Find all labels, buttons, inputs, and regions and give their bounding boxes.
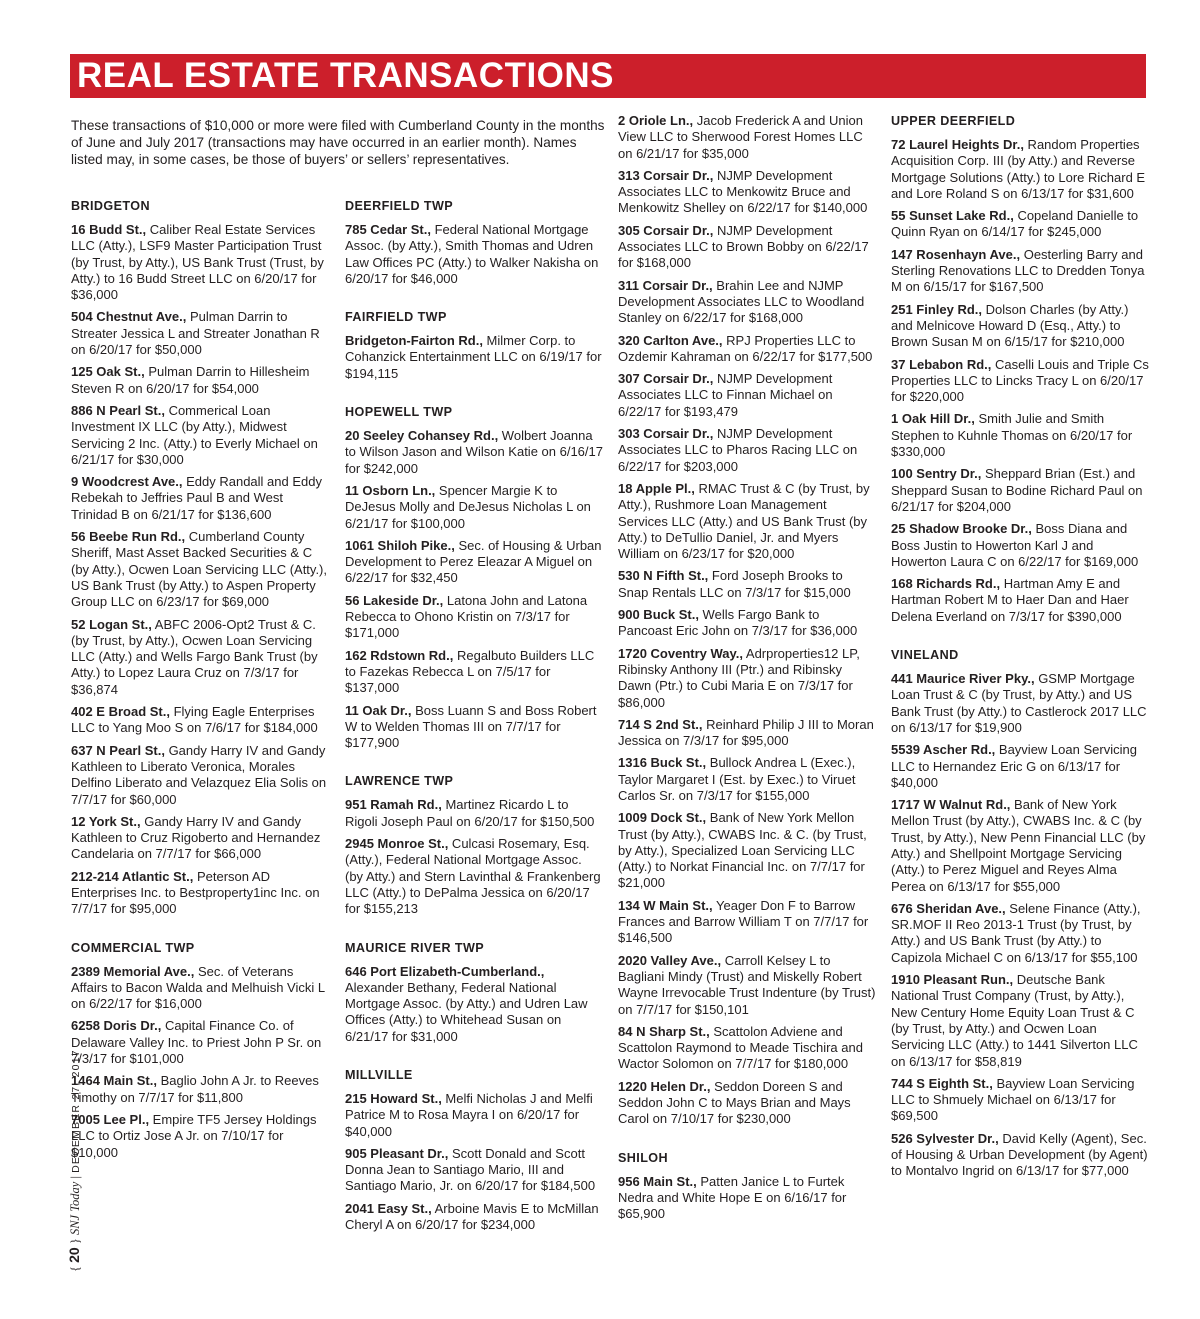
property-address: 744 S Eighth St.,	[891, 1075, 993, 1091]
property-address: 1464 Main St.,	[71, 1073, 157, 1089]
transaction-details: Arboine Mavis E to McMillan Cheryl A on 6/20/17 for $234,000	[345, 1200, 599, 1233]
page-footer: { 20 } SNJ Today | DECEMBER 27, 2017	[66, 1049, 82, 1272]
transaction-entry	[345, 648, 603, 697]
section	[618, 113, 876, 1128]
transaction-details: Yeager Don F to Barrow Frances and Barrow William T on 7/7/17 for $146,500	[618, 897, 869, 946]
publication-name: SNJ Today	[68, 1181, 82, 1236]
transaction-entry	[345, 1091, 603, 1140]
transaction-entry	[71, 222, 329, 303]
property-address: 2389 Memorial Ave.,	[71, 963, 195, 979]
property-address: 402 E Broad St.,	[71, 704, 170, 720]
transaction-details: Copeland Danielle to Quinn Ryan on 6/14/17 for $245,000	[891, 208, 1139, 240]
transaction-details: Seddon Doreen S and Seddon John C to Mays Brian and Mays Carol on 7/10/17 for $230,000	[618, 1078, 851, 1127]
property-address: 6258 Doris Dr.,	[71, 1018, 162, 1034]
property-address: 1009 Dock St.,	[618, 810, 707, 826]
property-address: 5539 Ascher Rd.,	[891, 742, 996, 758]
transaction-entry	[618, 568, 876, 601]
transaction-details: Caliber Real Estate Services LLC (Atty.), LSF9 Master Participation Trust (by Trust, by Atty.), US Bank Trust (Trust, by Atty.) to 16 Budd Street LLC on 6/20/17 for $36,000	[71, 222, 324, 303]
transaction-entry	[891, 137, 1149, 202]
property-address: 303 Corsair Dr.,	[618, 426, 714, 442]
transaction-entry	[345, 836, 603, 917]
property-address: 1061 Shiloh Pike.,	[345, 537, 455, 553]
column-2	[345, 198, 603, 1239]
footer-separator: |	[68, 1176, 82, 1179]
transaction-entry	[618, 223, 876, 272]
transaction-entry	[345, 703, 603, 752]
title-banner	[70, 54, 1146, 98]
page-title: REAL ESTATE TRANSACTIONS	[77, 56, 615, 95]
transaction-details: Hartman Amy E and Hartman Robert M to Haer Dan and Haer Delena Everland on 7/3/17 for $390,000	[891, 576, 1129, 624]
transaction-details: Milmer Corp. to Cohanzick Entertainment LLC on 6/19/17 for $194,115	[345, 333, 602, 381]
property-address: Bridgeton-Fairton Rd.,	[345, 333, 483, 349]
transaction-entry	[891, 247, 1149, 296]
property-address: 25 Shadow Brooke Dr.,	[891, 521, 1032, 537]
transaction-details: Empire TF5 Jersey Holdings LLC to Ortiz Jose A Jr. on 7/10/17 for $10,000	[71, 1111, 317, 1160]
property-address: 530 N Fifth St.,	[618, 568, 709, 584]
property-address: 785 Cedar St.,	[345, 222, 431, 237]
transaction-entry	[71, 403, 329, 468]
property-address: 56 Beebe Run Rd.,	[71, 529, 186, 545]
transaction-entry	[345, 333, 603, 382]
section-heading: COMMERCIAL TWP	[71, 940, 195, 955]
transaction-entry	[345, 1201, 603, 1234]
transaction-details: GSMP Mortgage Loan Trust & C (by Trust, by Atty.) and US Bank Trust (by Atty.) to Castlerock 2017 LLC on 6/13/17 for $19,900	[891, 671, 1147, 735]
transaction-entry	[345, 483, 603, 532]
transaction-details: Bayview Loan Servicing LLC to Shmuely Michael on 6/13/17 for $69,500	[891, 1075, 1135, 1124]
transaction-details: Dolson Charles (by Atty.) and Melnicove Howard D (Esq., Atty.) to Brown Susan M on 6/15/17 for $210,000	[891, 301, 1129, 350]
property-address: 676 Sheridan Ave.,	[891, 900, 1006, 916]
section-heading: MAURICE RIVER TWP	[345, 940, 485, 955]
property-address: 905 Pleasant Dr.,	[345, 1145, 449, 1161]
transaction-entry	[71, 814, 329, 863]
transaction-details: Pulman Darrin to Streater Jessica L and Streater Jonathan R on 6/20/17 for $50,000	[71, 309, 320, 358]
transaction-details: NJMP Development Associates LLC to Pharos Racing LLC on 6/22/17 for $203,000	[618, 426, 858, 474]
property-address: 18 Apple Pl.,	[618, 480, 695, 496]
transaction-details: Selene Finance (Atty.), SR.MOF II Reo 2013-1 Trust (by Trust, by Atty.) and US Bank Trust (by Atty.) to Capizola Michael C on 6/13/17 for $55,100	[891, 900, 1141, 965]
property-address: 11 Oak Dr.,	[345, 702, 412, 718]
property-address: 2041 Easy St.,	[345, 1200, 432, 1216]
section	[71, 198, 329, 918]
property-address: 714 S 2nd St.,	[618, 716, 703, 732]
transaction-entry	[71, 617, 329, 698]
transaction-entry	[71, 529, 329, 610]
property-address: 7005 Lee Pl.,	[71, 1111, 150, 1127]
transaction-entry	[891, 742, 1149, 791]
transaction-entry	[891, 302, 1149, 351]
transaction-details: Deutsche Bank National Trust Company (Trust, by Atty.), New Century Home Equity Loan Trust & C (by Trust, by Atty.) and Ocwen Loan Servicing LLC (Atty.) to 1441 Silverton LLC on 6/13/17 for $58,819	[891, 972, 1138, 1069]
transaction-entry	[345, 428, 603, 477]
property-address: 20 Seeley Cohansey Rd.,	[345, 428, 499, 444]
transaction-details: Sheppard Brian (Est.) and Sheppard Susan to Bodine Richard Paul on 6/21/17 for $204,000	[891, 466, 1143, 514]
transaction-details: Reinhard Philip J III to Moran Jessica on 7/3/17 for $95,000	[618, 716, 874, 749]
property-address: 504 Chestnut Ave.,	[71, 309, 187, 325]
property-address: 2020 Valley Ave.,	[618, 952, 722, 968]
transaction-details: Regalbuto Builders LLC to Fazekas Rebecca L on 7/5/17 for $137,000	[345, 647, 595, 696]
transaction-entry	[618, 113, 876, 162]
property-address: 100 Sentry Dr.,	[891, 466, 982, 482]
transaction-entry	[891, 1131, 1149, 1180]
transaction-entry	[618, 717, 876, 750]
transaction-entry	[618, 168, 876, 217]
section	[345, 1067, 603, 1233]
transaction-entry	[618, 607, 876, 640]
property-address: 1 Oak Hill Dr.,	[891, 411, 975, 427]
transaction-details: Wolbert Joanna to Wilson Jason and Wilson Katie on 6/16/17 for $242,000	[345, 428, 603, 476]
section-heading: LAWRENCE TWP	[345, 774, 454, 789]
property-address: 212-214 Atlantic St.,	[71, 868, 194, 884]
property-address: 168 Richards Rd.,	[891, 576, 1001, 592]
property-address: 311 Corsair Dr.,	[618, 277, 713, 293]
transaction-details: Spencer Margie K to DeJesus Molly and DeJesus Nicholas L on 6/21/17 for $100,000	[345, 482, 591, 531]
transaction-details: RMAC Trust & C (by Trust, by Atty.), Rushmore Loan Management Services LLC (Atty.) and US Bank Trust (by Atty.) to DeTullio Daniel, Jr. and Myers William on 6/23/17 for $20,000	[618, 480, 870, 562]
property-address: 307 Corsair Dr.,	[618, 371, 714, 387]
transaction-details: Patten Janice L to Furtek Nedra and White Hope E on 6/16/17 for $65,900	[618, 1173, 847, 1222]
transaction-entry	[71, 309, 329, 358]
transaction-entry	[71, 743, 329, 808]
property-address: 16 Budd St.,	[71, 222, 147, 237]
transaction-details: Ford Joseph Brooks to Snap Rentals LLC on 7/3/17 for $15,000	[618, 568, 851, 600]
property-address: 134 W Main St.,	[618, 897, 713, 913]
transaction-entry	[891, 576, 1149, 625]
transaction-details: Wells Fargo Bank to Pancoast Eric John on 7/3/17 for $36,000	[618, 607, 858, 639]
transaction-entry	[891, 797, 1149, 895]
transaction-details: Boss Luann S and Boss Robert W to Welden Thomas III on 7/7/17 for $177,900	[345, 702, 597, 751]
transaction-entry	[618, 1024, 876, 1073]
transaction-details: Sec. of Veterans Affairs to Bacon Walda and Melhuish Vicki L on 6/22/17 for $16,000	[71, 963, 325, 1012]
transaction-entry	[71, 474, 329, 523]
transaction-details: Smith Julie and Smith Stephen to Kuhnle Thomas on 6/20/17 for $330,000	[891, 411, 1133, 460]
transaction-entry	[891, 521, 1149, 570]
transaction-entry	[345, 1146, 603, 1195]
property-address: 1720 Coventry Way.,	[618, 645, 743, 661]
transaction-details: Baglio John A Jr. to Reeves Timothy on 7/7/17 for $11,800	[71, 1073, 319, 1105]
transaction-entry	[618, 755, 876, 804]
property-address: 37 Lebabon Rd.,	[891, 356, 992, 372]
property-address: 215 Howard St.,	[345, 1090, 442, 1106]
property-address: 637 N Pearl St.,	[71, 742, 165, 758]
transaction-entry	[71, 704, 329, 737]
section-heading: FAIRFIELD TWP	[345, 310, 447, 325]
transaction-details: Alexander Bethany, Federal National Mortgage Assoc. (by Atty.) and Udren Law Offices (Atty.) to Whitehead Susan on 6/21/17 for $31,000	[345, 979, 588, 1044]
transaction-entry	[891, 411, 1149, 460]
transaction-details: Random Properties Acquisition Corp. III (by Atty.) and Reverse Mortgage Solutions (Atty.) to Lore Richard E and Lore Roland S on 6/13/17 for $31,600	[891, 137, 1146, 201]
property-address: 147 Rosenhayn Ave.,	[891, 246, 1021, 262]
transaction-entry	[618, 1079, 876, 1128]
column-4	[891, 113, 1149, 1186]
transaction-details: Carroll Kelsey L to Bagliani Mindy (Trust) and Miskelly Robert Wayne Irrevocable Trust Indenture (by Trust) on 7/7/17 for $150,101	[618, 952, 876, 1017]
transaction-entry	[618, 278, 876, 327]
transaction-entry	[891, 208, 1149, 241]
transaction-entry	[71, 869, 329, 918]
property-address: 2945 Monroe St.,	[345, 836, 449, 852]
transaction-entry	[71, 1018, 329, 1067]
transaction-details: Adrproperties12 LP, Ribinsky Anthony III (Ptr.) and Ribinsky Dawn (Ptr.) to Cubi Maria E on 7/3/17 for $86,000	[618, 645, 860, 710]
transaction-details: Scattolon Adviene and Scattolon Raymond to Meade Tischira and Wactor Solomon on 7/7/17 for $180,000	[618, 1023, 863, 1072]
property-address: 886 N Pearl St.,	[71, 402, 165, 418]
transaction-details: Latona John and Latona Rebecca to Ohono Kristin on 7/3/17 for $171,000	[345, 592, 588, 641]
transaction-entry	[891, 972, 1149, 1070]
transaction-entry	[345, 222, 603, 287]
property-address: 125 Oak St.,	[71, 364, 145, 380]
intro-paragraph: These transactions of $10,000 or more were filed with Cumberland County in the months of June and July 2017 (transactions may have occurred in an earlier month). Names listed may, in some cases, be those of buyers’ or sellers’ representatives.	[71, 118, 605, 167]
transaction-details: David Kelly (Agent), Sec. of Housing & Urban Development (by Agent) to Montalvo Ingrid on 6/13/17 for $77,000	[891, 1130, 1148, 1179]
section-heading: HOPEWELL TWP	[345, 405, 453, 420]
transaction-details: Peterson AD Enterprises Inc. to Bestproperty1inc Inc. on 7/7/17 for $95,000	[71, 868, 320, 917]
transaction-details: Bullock Andrea L (Exec.), Taylor Margaret I (Est. by Exec.) to Viruet Carlos Sr. on 7/3/17 for $155,000	[618, 755, 856, 803]
transaction-entry	[71, 1112, 329, 1161]
property-address: 1717 W Walnut Rd.,	[891, 797, 1011, 813]
property-address: 526 Sylvester Dr.,	[891, 1130, 999, 1146]
property-address: 646 Port Elizabeth-Cumberland.,	[345, 963, 545, 979]
property-address: 2 Oriole Ln.,	[618, 113, 694, 128]
section	[345, 404, 603, 751]
transaction-entry	[618, 426, 876, 475]
transaction-details: Commerical Loan Investment IX LLC (by Atty.), Midwest Servicing 2 Inc. (Atty.) to Everly Michael on 6/21/17 for $30,000	[71, 402, 318, 467]
section-heading: DEERFIELD TWP	[345, 199, 454, 213]
transaction-entry	[618, 481, 876, 562]
property-address: 52 Logan St.,	[71, 616, 152, 632]
section	[71, 940, 329, 1161]
transaction-entry	[891, 671, 1149, 736]
property-address: 313 Corsair Dr.,	[618, 167, 714, 183]
transaction-details: Gandy Harry IV and Gandy Kathleen to Liberato Veronica, Morales Delfino Liberato and Velazquez Elia Solis on 7/7/17 for $60,000	[71, 742, 327, 807]
transaction-entry	[345, 797, 603, 830]
transaction-entry	[618, 810, 876, 891]
section	[618, 1150, 876, 1223]
section-heading: SHILOH	[618, 1150, 668, 1165]
transaction-details: NJMP Development Associates LLC to Brown Bobby on 6/22/17 for $168,000	[618, 222, 869, 271]
transaction-details: Sec. of Housing & Urban Development to Perez Eleazar A Miguel on 6/22/17 for $32,450	[345, 537, 602, 586]
page-number: 20	[66, 1247, 82, 1263]
property-address: 956 Main St.,	[618, 1173, 697, 1189]
property-address: 1910 Pleasant Run.,	[891, 972, 1014, 988]
transaction-entry	[71, 364, 329, 397]
issue-date: DECEMBER 27, 2017	[70, 1049, 82, 1173]
transaction-details: Gandy Harry IV and Gandy Kathleen to Cruz Rigoberto and Hernandez Candelaria on 7/7/17 for $66,000	[71, 813, 321, 862]
transaction-details: NJMP Development Associates LLC to Menkowitz Bruce and Menkowitz Shelley on 6/22/17 for $140,000	[618, 167, 868, 216]
property-address: 1316 Buck St.,	[618, 755, 707, 771]
property-address: 162 Rdstown Rd.,	[345, 647, 454, 663]
transaction-details: RPJ Properties LLC to Ozdemir Kahraman on 6/22/17 for $177,500	[618, 332, 873, 364]
section	[345, 773, 603, 917]
transaction-details: Bayview Loan Servicing LLC to Hernandez Eric G on 6/13/17 for $40,000	[891, 742, 1137, 790]
transaction-details: Flying Eagle Enterprises LLC to Yang Moo S on 7/6/17 for $184,000	[71, 704, 318, 736]
property-address: 1220 Helen Dr.,	[618, 1078, 711, 1094]
transaction-entry	[71, 964, 329, 1013]
section-heading: UPPER DEERFIELD	[891, 114, 1016, 128]
transaction-details: Martinez Ricardo L to Rigoli Joseph Paul on 6/20/17 for $150,500	[345, 797, 595, 829]
transaction-details: Eddy Randall and Eddy Rebekah to Jeffries Paul B and West Trinidad B on 6/21/17 for $136,600	[71, 474, 322, 522]
transaction-details: Bank of New York Mellon Trust (by Atty.), CWABS Inc. & C. (by Trust, by Atty.), Specialized Loan Servicing LLC (Atty.) to Norkat Financial Inc. on 7/7/17 for $21,000	[618, 810, 867, 891]
property-address: 12 York St.,	[71, 813, 141, 829]
section	[891, 113, 1149, 625]
transaction-details: Capital Finance Co. of Delaware Valley Inc. to Priest John P Sr. on 7/3/17 for $101,000	[71, 1018, 322, 1067]
transaction-details: Scott Donald and Scott Donna Jean to Santiago Mario, III and Santiago Mario, Jr. on 6/20/17 for $184,500	[345, 1145, 596, 1194]
column-3	[618, 113, 876, 1229]
transaction-entry	[618, 333, 876, 366]
transaction-details: ABFC 2006-Opt2 Trust & C. (by Trust, by Atty.), Ocwen Loan Servicing LLC (Atty.) and Wells Fargo Bank Trust (by Atty.) to Lopez Laura Cruz on 7/3/17 for $36,874	[71, 616, 318, 697]
transaction-details: Federal National Mortgage Assoc. (by Atty.), Smith Thomas and Udren Law Offices PC (Atty.) to Walker Nakisha on 6/20/17 for $46,000	[345, 222, 599, 286]
transaction-details: Pulman Darrin to Hillesheim Steven R on 6/20/17 for $54,000	[71, 364, 310, 396]
property-address: 84 N Sharp St.,	[618, 1023, 710, 1039]
transaction-entry	[891, 1076, 1149, 1125]
transaction-entry	[345, 593, 603, 642]
transaction-details: Jacob Frederick A and Union View LLC to Sherwood Forest Homes LLC on 6/21/17 for $35,000	[618, 113, 863, 161]
transaction-details: NJMP Development Associates LLC to Finnan Michael on 6/22/17 for $193,479	[618, 371, 833, 419]
property-address: 900 Buck St.,	[618, 607, 699, 623]
property-address: 72 Laurel Heights Dr.,	[891, 137, 1024, 152]
transaction-entry	[891, 901, 1149, 966]
transaction-entry	[618, 953, 876, 1018]
property-address: 11 Osborn Ln.,	[345, 482, 436, 498]
property-address: 951 Ramah Rd.,	[345, 797, 442, 813]
transaction-details: Brahin Lee and NJMP Development Associates LLC to Woodland Stanley on 6/22/17 for $168,000	[618, 277, 865, 326]
property-address: 9 Woodcrest Ave.,	[71, 474, 183, 490]
property-address: 251 Finley Rd.,	[891, 301, 983, 317]
transaction-entry	[71, 1073, 329, 1106]
transaction-details: Caselli Louis and Triple Cs Properties LLC to Lincks Tracy L on 6/20/17 for $220,000	[891, 356, 1149, 405]
transaction-entry	[618, 646, 876, 711]
property-address: 55 Sunset Lake Rd.,	[891, 208, 1014, 224]
section	[891, 647, 1149, 1180]
property-address: 320 Carlton Ave.,	[618, 332, 723, 348]
section-heading: VINELAND	[891, 648, 959, 663]
section	[345, 198, 603, 287]
transaction-entry	[618, 1174, 876, 1223]
property-address: 56 Lakeside Dr.,	[345, 592, 444, 608]
transaction-entry	[891, 466, 1149, 515]
section-heading: MILLVILLE	[345, 1067, 413, 1082]
transaction-entry	[345, 964, 603, 1045]
transaction-entry	[618, 371, 876, 420]
section-heading: BRIDGETON	[71, 199, 150, 213]
transaction-details: Melfi Nicholas J and Melfi Patrice M to Rosa Mayra I on 6/20/17 for $40,000	[345, 1090, 593, 1139]
transaction-details: Culcasi Rosemary, Esq. (Atty.), Federal National Mortgage Assoc. (by Atty.) and Stern Lavinthal & Frankenberg LLC (Atty.) to DePalma Jessica on 6/20/17 for $155,213	[345, 836, 601, 917]
section	[345, 309, 603, 382]
transaction-entry	[891, 357, 1149, 406]
transaction-details: Oesterling Barry and Sterling Renovations LLC to Dredden Tonya M on 6/15/17 for $167,500	[891, 246, 1145, 295]
transaction-entry	[345, 538, 603, 587]
transaction-details: Bank of New York Mellon Trust (by Atty.), CWABS Inc. & C (by Trust, by Atty.), New Penn Financial LLC (by Atty.) and Shellpoint Mortgage Servicing (Atty.) to Perez Miguel and Reyes Alma Perea on 6/13/17 for $55,000	[891, 797, 1146, 894]
transaction-details: Boss Diana and Boss Justin to Howerton Karl J and Howerton Laura C on 6/22/17 for $169,000	[891, 521, 1139, 569]
transaction-details: Cumberland County Sheriff, Mast Asset Backed Securities & C (by Atty.), Ocwen Loan Servicing LLC (Atty.), US Bank Trust (by Atty.) to Aspen Property Group LLC on 6/23/17 for $69,000	[71, 529, 328, 610]
transaction-entry	[618, 898, 876, 947]
property-address: 305 Corsair Dr.,	[618, 222, 714, 238]
section	[345, 940, 603, 1045]
column-1	[71, 198, 329, 1167]
property-address: 441 Maurice River Pky.,	[891, 671, 1035, 687]
